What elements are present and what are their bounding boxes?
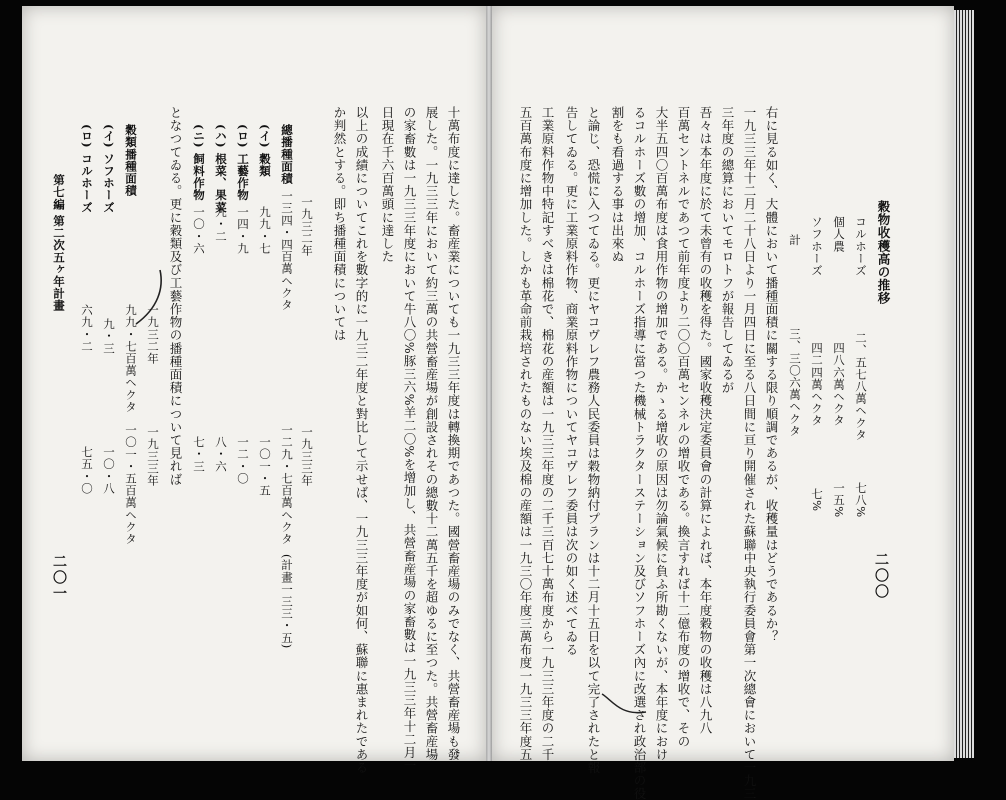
table-row-label: (ニ) 飼料作物	[192, 124, 206, 202]
year-header: 一九三三年	[146, 426, 160, 487]
body-line: 以上の成績についてこれを數字的に一九三二年度と對比して示せば、一九三三年度が如何、蘇聯に惠まれたである	[354, 106, 369, 775]
table-cell: 九・三	[102, 318, 116, 355]
table-cell: 一〇・六	[192, 206, 206, 255]
table-cell: 二、五七八萬ヘクタ	[854, 332, 868, 441]
table-cell: 七%	[810, 488, 824, 512]
table-cell: 六九・二	[80, 304, 94, 353]
table-cell: 四八六萬ヘクタ	[832, 342, 846, 427]
right-page	[492, 6, 954, 800]
body-line: 五百萬布度に增加した。しかも革命前栽培されたものない埃及棉の産額は一九三〇年度三萬布度一九三三年度五	[518, 106, 533, 761]
body-line: 十萬布度に達した。畜産業についても一九三三年度は轉換期であつた。國營畜産場のみでなく、共營畜産場も發	[446, 106, 461, 761]
table-cell: 一二九・七百萬ヘクタ	[280, 424, 294, 545]
pen-annotation	[130, 268, 170, 328]
body-line: 一九三三年十二月二十八日より一月四日に至る八日間に亘り開催された蘇聯中央執行委員會第一次總會において一九三	[742, 106, 757, 800]
table-cell: 一〇・八	[102, 446, 116, 495]
table-note: (計畫一三三・五)	[280, 554, 294, 649]
body-line: の家畜數は一九三三年度において牛八〇%豚三六%羊二〇%を增加し、共營畜産場の家畜數は一九三三年十二月一	[402, 106, 417, 773]
page-number: 二〇一	[51, 554, 67, 602]
table-cell: 九・二	[214, 206, 228, 243]
table-cell: 一二・〇	[236, 436, 250, 485]
table-row-label: (イ) ソフホーズ	[102, 124, 116, 214]
table-cell: 九九・七百萬ヘクタ	[124, 304, 138, 413]
page-number: 二〇〇	[873, 552, 889, 600]
body-line: 告してゐる。更に工業原料作物、商業原料作物についてヤコヴレフ委員は次の如く述べてゐる	[564, 106, 579, 657]
year-header: 一九三二年	[300, 196, 314, 257]
body-line: 吾々は本年度に於て未曾有の收穫を得た。國家收穫決定委員會の計算によれば、本年度穀物の收穫は八九八	[698, 106, 713, 735]
table-row-label: 穀類播種面積	[124, 124, 138, 197]
body-line: るコルホーズ數の增加、コルホーズ指導に當つた機械トラクターステーション及びソフホーズ內に改選され政治部の役	[632, 106, 647, 800]
table-row-label: ソフホーズ	[810, 216, 824, 277]
table-cell: 一〇一・五百萬ヘクタ	[124, 424, 138, 545]
body-line: となつてゐる。更に穀類及び工藝作物の播種面積について見れば	[168, 106, 183, 486]
left-page	[22, 6, 486, 775]
table-cell: 一五%	[832, 482, 846, 518]
body-line: 割をも看過する事は出來ぬ	[610, 106, 625, 264]
year-header: 一九三三年	[300, 426, 314, 487]
running-footer: 第七編 第二次五ヶ年計畫	[52, 174, 66, 312]
table-cell: 九九・七	[258, 206, 272, 255]
body-line: 工業原料作物中特記すべきは棉花で、棉花の産額は一九三三年度の二千三百七十萬布度から一九三三年度の二千	[540, 106, 555, 761]
table-row-label: 計	[788, 234, 802, 247]
table-row-label: (ロ) コルホーズ	[80, 124, 94, 214]
pen-annotation	[600, 690, 648, 720]
table-cell: 七・三	[192, 436, 206, 473]
body-line: と論じ、恐慌に入つてゐる。更にヤコヴレフ農務人民委員は穀物納付プランは十二月十五日を以て完了されたと報	[586, 106, 601, 775]
table-row-label: コルホーズ	[854, 216, 868, 277]
table-row-label: (ロ) 工藝作物	[236, 124, 250, 202]
table-cell: 三、三〇六萬ヘクタ	[788, 328, 802, 437]
year-header: 一九三二年	[146, 304, 160, 365]
table-row-label: (イ) 穀類	[258, 124, 272, 177]
table-cell: 八・六	[214, 436, 228, 473]
table-cell: 一四・九	[236, 206, 250, 255]
body-line: 日現在千六百萬頭に達した	[380, 106, 395, 264]
table-cell: 一三四・四百萬ヘクタ	[280, 190, 294, 311]
table-row-label: 個人農	[832, 216, 846, 253]
body-line: か判然とする。即ち播種面積については	[332, 106, 347, 342]
table-cell: 七五・〇	[80, 446, 94, 495]
table-cell: 一〇一・五	[258, 436, 272, 497]
table-cell: 七八%	[854, 482, 868, 518]
section-heading: 穀物收穫高の推移	[876, 200, 891, 305]
table-row-label: (ハ) 根菜、果菜	[214, 124, 228, 214]
body-line: 大半五四〇百萬布度は食用作物の增加である。かゝる增收の原因は勿論氣候に負ふ所勘くないが、本年度におけ	[654, 106, 669, 761]
body-line: 百萬セントネルであつて前年度より二〇〇百萬センネルの增收である。換言すれば十二億布度の增收で、その	[676, 106, 691, 748]
body-line: 右に見る如く、大體において播種面積に關する限り順調であるが、收穫量はどうであるか？	[764, 106, 779, 644]
page-edges	[954, 10, 974, 758]
body-line: 三年度の總算においてモロトフが報告してゐるが	[720, 106, 735, 395]
body-line: 展した。一九三三年において約三萬の共營畜産場が創設されその總數十二萬五千を超ゆるに至つた。共營畜産場	[424, 106, 439, 761]
table-row-label: 總播種面積	[280, 124, 294, 185]
table-cell: 四二四萬ヘクタ	[810, 342, 824, 427]
